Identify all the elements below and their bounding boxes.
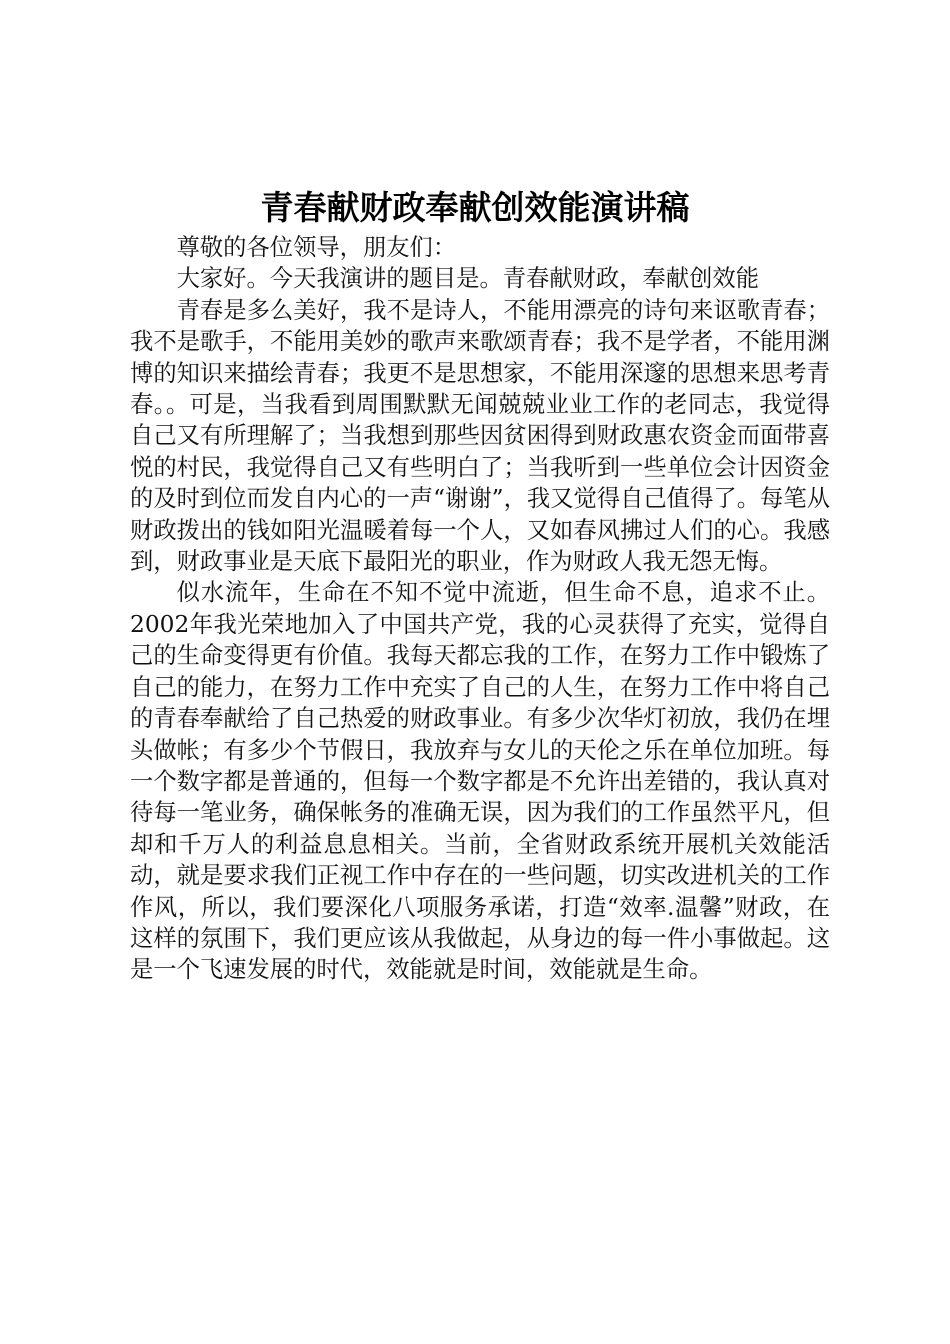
document-title: 青春献财政奉献创效能演讲稿 (260, 188, 690, 227)
paragraph-1: 大家好。今天我演讲的题目是。青春献财政，奉献创效能 (176, 265, 760, 293)
paragraph-2: 青春是多么美好，我不是诗人，不能用漂亮的诗句来讴歌青春；我不是歌手，不能用美妙的歌声来歌颂青春；我不是学者，不能用渊博的知识来描绘青春；我更不是思想家，不能用深邃的思想来思考青春。。可是，当我看到周围默默无闻兢兢业业工作的老同志，我觉得自己又有所理解了；当我想到那些因贫困得到财政惠农资金而面带喜悦的村民，我觉得自己又有些明白了；当我听到一些单位会计因资金的及时到位而发自内心的一声“谢谢”，我又觉得自己值得了。每笔从财政拨出的钱如阳光温暖着每一个人，又如春风拂过人们的心。我感到，财政事业是天底下最阳光的职业，作为财政人我无怨无悔。 (130, 296, 830, 576)
paragraph-3: 似水流年，生命在不知不觉中流逝，但生命不息，追求不止。2002年我光荣地加入了中国共产党，我的心灵获得了充实，觉得自己的生命变得更有价值。我每天都忘我的工作，在努力工作中锻炼了自己的能力，在努力工作中充实了自己的人生，在努力工作中将自己的青春奉献给了自己热爱的财政事业。有多少次华灯初放，我仍在埋头做帐；有多少个节假日，我放弃与女儿的天伦之乐在单位加班。每一个数字都是普通的，但每一个数字都是不允许出差错的，我认真对待每一笔业务，确保帐务的准确无误，因为我们的工作虽然平凡，但却和千万人的利益息息相关。当前，全省财政系统开展机关效能活动，就是要求我们正视工作中存在的一些问题，切实改进机关的工作作风，所以，我们要深化八项服务承诺，打造“效率.温馨”财政，在这样的氛围下，我们更应该从我做起，从身边的每一件小事做起。这是一个飞速发展的时代，效能就是时间，效能就是生命。 (130, 579, 830, 984)
salutation: 尊敬的各位领导，朋友们： (176, 234, 457, 261)
document-body (130, 232, 830, 986)
